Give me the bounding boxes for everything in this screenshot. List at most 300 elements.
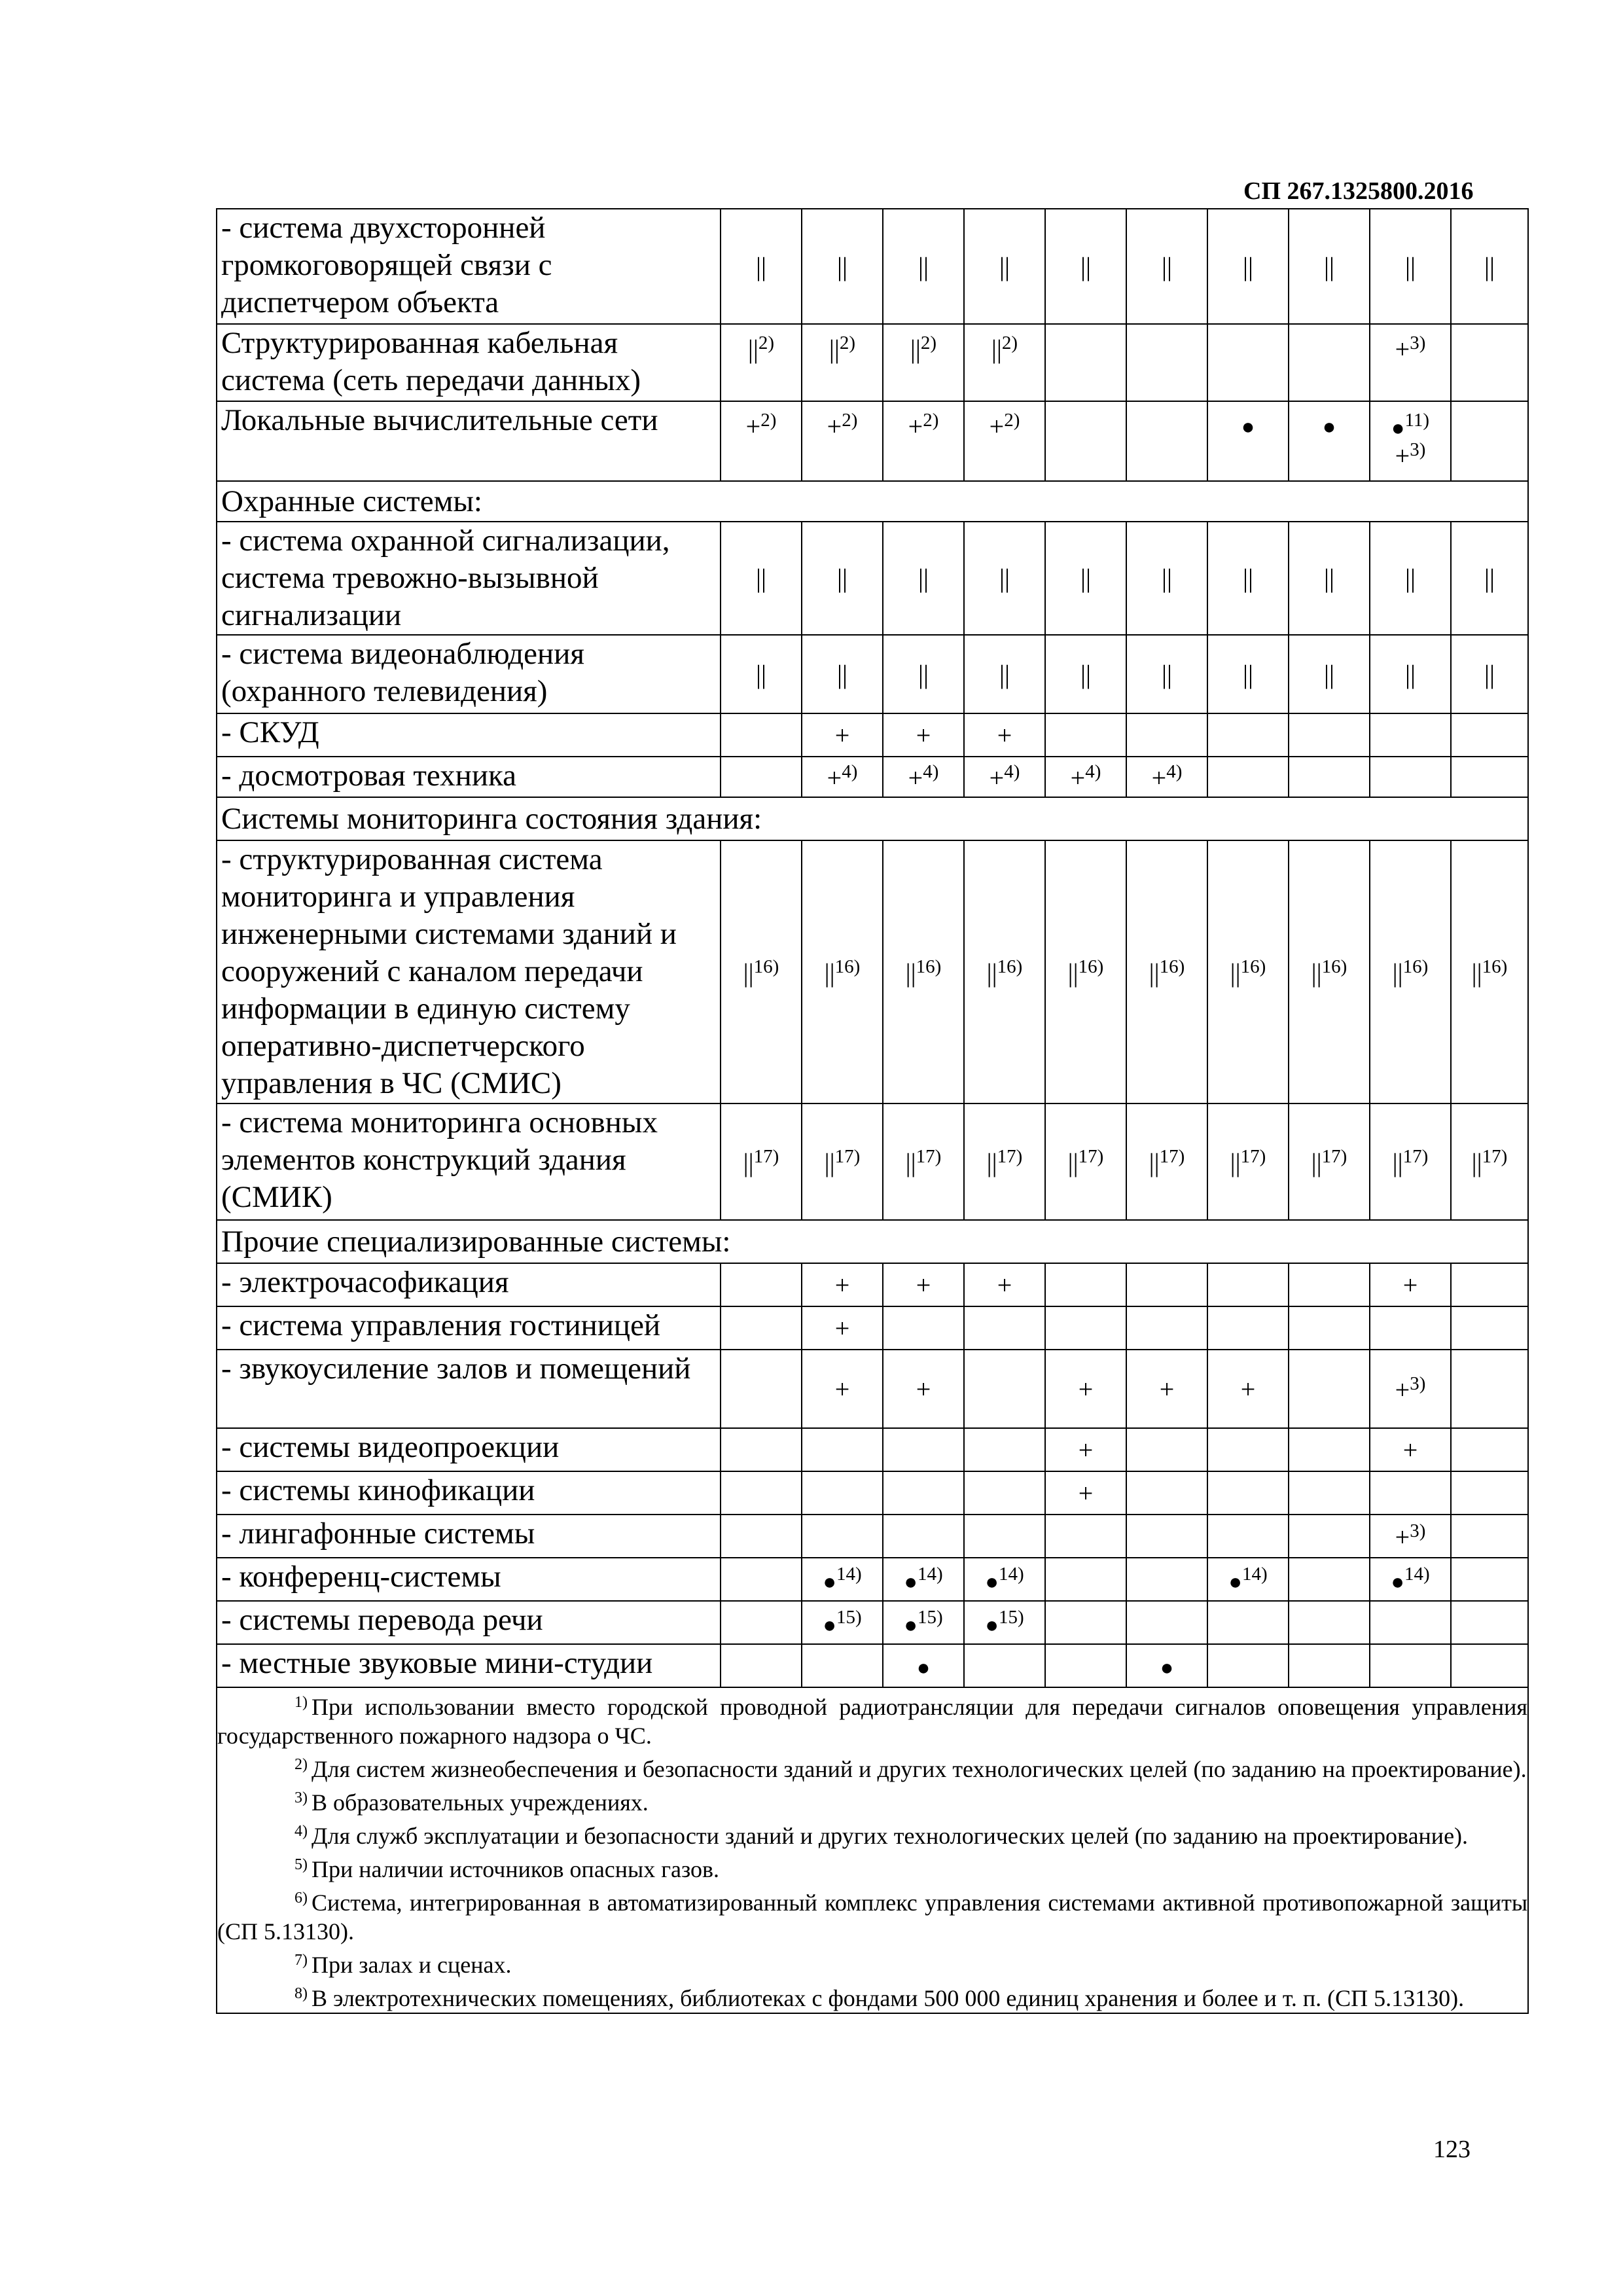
footnote [217,1850,1527,1884]
document-code-header: СП 267.1325800.2016 [1243,177,1474,205]
marker-cell [964,1644,1045,1687]
double-bar-marker: || [1242,659,1253,689]
marker-cell [721,1515,802,1558]
marker-cell [883,757,964,797]
marker-cell [1370,1103,1451,1220]
marker-cell [1289,1428,1370,1471]
marker-cell [1289,324,1370,401]
double-bar-marker: || [991,334,1002,364]
table-row [217,1601,1528,1644]
marker-cell [1451,1515,1528,1558]
marker-cell [1289,1471,1370,1515]
footnote-mark: 8) [294,1985,308,2002]
marker-cell [721,1263,802,1306]
footnote [217,1946,1527,1979]
marker-cell [1207,1515,1289,1558]
table-section-row [217,481,1528,522]
footnote-reference: 2) [842,410,858,431]
marker-cell [721,1558,802,1601]
table-row [217,1306,1528,1350]
footnote [217,1979,1527,2013]
marker-cell [964,1601,1045,1644]
footnotes-row [217,1687,1528,2013]
footnote-reference: 14) [917,1563,943,1585]
double-bar-marker: || [1392,958,1403,988]
system-name-cell: - досмотровая техника [217,757,721,797]
marker-cell [1126,324,1207,401]
plus-marker: + [834,1313,850,1343]
marker-cell [1370,1471,1451,1515]
marker-cell [802,522,883,635]
marker-cell [1289,1601,1370,1644]
bullet-marker: ● [1391,416,1405,440]
double-bar-marker: || [1230,1147,1241,1177]
bullet-marker: ● [985,1570,999,1594]
marker-cell [1451,1601,1528,1644]
section-heading: Прочие специализированные системы: [217,1220,1528,1263]
marker-cell [1045,1515,1126,1558]
footnote-reference: 2) [923,410,939,431]
marker-cell [1207,1306,1289,1350]
table-row [217,1350,1528,1428]
marker-cell [1126,522,1207,635]
marker-cell [1045,522,1126,635]
marker-cell [721,1350,802,1428]
footnote-reference: 3) [1410,439,1426,460]
plus-marker: + [1395,441,1410,471]
footnote-reference: 2) [1004,410,1020,431]
plus-marker: + [916,1374,931,1404]
footnote-mark: 4) [294,1823,308,1840]
double-bar-marker: || [1311,958,1322,988]
footnote-reference: 16) [1240,956,1266,977]
footnote-reference: 14) [836,1563,862,1585]
marker-cell [1370,713,1451,757]
marker-cell [1207,209,1289,324]
marker-cell [1451,1471,1528,1515]
footnote-mark: 6) [294,1890,308,1907]
marker-cell [1451,1263,1528,1306]
double-bar-marker: || [1484,659,1495,689]
marker-cell [1451,1428,1528,1471]
footnote [217,1784,1527,1817]
plus-marker: + [1070,762,1086,793]
marker-cell [964,635,1045,713]
double-bar-marker: || [755,659,766,689]
footnote-reference: 14) [998,1563,1024,1585]
double-bar-marker: || [1471,1147,1482,1177]
footnote-reference: 16) [753,956,779,977]
marker-cell [1126,209,1207,324]
marker-cell [1207,1601,1289,1644]
marker-cell [1126,1263,1207,1306]
marker-cell [1126,1350,1207,1428]
plus-marker: + [1395,1522,1410,1552]
footnote-mark: 7) [294,1952,308,1969]
footnote-reference: 16) [1402,956,1429,977]
marker-cell [1370,401,1451,481]
marker-cell [802,757,883,797]
marker-cell [1207,1558,1289,1601]
footnote-reference: 17) [1240,1145,1266,1167]
marker-cell [1207,713,1289,757]
footnote-reference: 17) [1402,1145,1429,1167]
marker-cell [1126,1103,1207,1220]
marker-cell [1289,1558,1370,1601]
marker-cell [883,522,964,635]
double-bar-marker: || [824,1147,835,1177]
marker-cell [883,1428,964,1471]
bullet-marker: ● [1241,415,1255,439]
double-bar-marker: || [743,1147,754,1177]
marker-cell [802,1558,883,1601]
marker-cell [1451,401,1528,481]
marker-cell [1451,209,1528,324]
plus-marker: + [1395,334,1410,364]
double-bar-marker: || [918,659,929,689]
double-bar-marker: || [1161,564,1172,593]
double-bar-marker: || [1149,958,1160,988]
marker-cell [1126,635,1207,713]
marker-cell [1370,209,1451,324]
double-bar-marker: || [836,564,847,593]
marker-cell [1370,1428,1451,1471]
plus-marker: + [834,1270,850,1300]
footnote-reference: 16) [1482,956,1508,977]
double-bar-marker: || [1323,564,1334,593]
footnote-reference: 14) [1404,1563,1430,1585]
double-bar-marker: || [918,564,929,593]
footnote-reference: 3) [1410,1372,1426,1394]
marker-cell [1289,522,1370,635]
marker-cell [1207,1471,1289,1515]
footnote-text: При использовании вместо городской проводной радиотрансляции для передачи сигналов оповещения управления государственного пожарного надзора о ЧС. [217,1694,1527,1749]
marker-cell [802,1471,883,1515]
double-bar-marker: || [755,564,766,593]
table-row [217,1558,1528,1601]
table-row [217,757,1528,797]
plus-marker: + [1078,1478,1094,1508]
double-bar-marker: || [999,564,1010,593]
footnote [217,1817,1527,1850]
marker-cell [1126,1558,1207,1601]
marker-cell [1370,1644,1451,1687]
system-name-cell: - звукоусиление залов и помещений [217,1350,721,1428]
marker-cell [802,401,883,481]
marker-cell [883,1515,964,1558]
double-bar-marker: || [1067,1147,1079,1177]
plus-marker: + [827,412,842,441]
marker-cell [1126,1601,1207,1644]
marker-cell [883,324,964,401]
plus-marker: + [908,762,923,793]
double-bar-marker: || [1392,1147,1403,1177]
marker-cell [1045,1103,1126,1220]
marker-cell [1045,1644,1126,1687]
marker-cell [1207,757,1289,797]
double-bar-marker: || [1404,564,1416,593]
marker-cell [802,840,883,1103]
marker-cell [883,1263,964,1306]
table-section-row [217,1220,1528,1263]
marker-cell [1207,1263,1289,1306]
double-bar-marker: || [999,251,1010,281]
double-bar-marker: || [999,659,1010,689]
marker-cell [1370,522,1451,635]
marker-cell [883,1601,964,1644]
double-bar-marker: || [836,659,847,689]
marker-cell [1045,635,1126,713]
marker-cell [883,1644,964,1687]
double-bar-marker: || [1149,1147,1160,1177]
footnote-reference: 2) [758,332,775,353]
marker-cell [802,1515,883,1558]
marker-cell [1207,522,1289,635]
marker-cell [721,1306,802,1350]
marker-cell [1045,1428,1126,1471]
footnote-reference: 17) [1482,1145,1508,1167]
marker-cell [1289,1515,1370,1558]
marker-cell [1126,401,1207,481]
system-name-cell: - электрочасофикация [217,1263,721,1306]
marker-cell [964,1558,1045,1601]
double-bar-marker: || [1323,251,1334,281]
marker-cell [1045,840,1126,1103]
marker-cell [964,401,1045,481]
marker-cell [1451,324,1528,401]
double-bar-marker: || [986,958,997,988]
double-bar-marker: || [1161,251,1172,281]
marker-cell [964,324,1045,401]
marker-cell [802,209,883,324]
marker-cell [1207,635,1289,713]
double-bar-marker: || [986,1147,997,1177]
footnote-text: В электротехнических помещениях, библиотеках с фондами 500 000 единиц хранения и более и т. п. (СП 5.13130). [312,1985,1465,2011]
double-bar-marker: || [743,958,754,988]
marker-cell [964,209,1045,324]
footnote-reference: 17) [753,1145,779,1167]
table-row [217,1515,1528,1558]
double-bar-marker: || [1311,1147,1322,1177]
marker-cell [1126,1644,1207,1687]
footnote-reference: 16) [834,956,861,977]
footnote-mark: 5) [294,1856,308,1873]
plus-marker: + [908,412,923,441]
marker-cell [964,1306,1045,1350]
marker-cell [802,324,883,401]
plus-marker: + [997,1270,1012,1300]
marker-cell [1045,401,1126,481]
marker-cell [1289,1263,1370,1306]
double-bar-marker: || [1471,958,1482,988]
marker-cell [1207,1103,1289,1220]
footnote-reference: 15) [917,1606,943,1628]
page-number: 123 [1433,2136,1471,2163]
table-row [217,1263,1528,1306]
system-name-cell: Локальные вычислительные сети [217,401,721,481]
marker-cell [802,713,883,757]
marker-cell [721,840,802,1103]
marker-cell [802,1263,883,1306]
footnote-mark: 1) [294,1694,308,1711]
table-row [217,522,1528,635]
double-bar-marker: || [1484,564,1495,593]
marker-cell [721,401,802,481]
marker-cell [721,1471,802,1515]
systems-table [216,208,1529,2014]
marker-cell [883,1306,964,1350]
footnote-reference: 16) [916,956,942,977]
footnote-reference: 17) [1321,1145,1347,1167]
plus-marker: + [989,762,1005,793]
plus-marker: + [1395,1374,1410,1405]
marker-cell [883,209,964,324]
marker-cell [1289,635,1370,713]
marker-cell [1207,324,1289,401]
marker-cell [1045,1471,1126,1515]
marker-cell [1451,1103,1528,1220]
double-bar-marker: || [824,958,835,988]
marker-cell [964,713,1045,757]
footnote-reference: 14) [1241,1563,1268,1585]
footnotes-cell [217,1687,1528,2013]
marker-cell [964,840,1045,1103]
double-bar-marker: || [1404,659,1416,689]
footnote-reference: 15) [998,1606,1024,1628]
bullet-marker: ● [985,1613,999,1638]
marker-cell [964,1350,1045,1428]
system-name-cell: - структурированная система мониторинга и управления инженерными системами зданий и сооружений с каналом передачи информации в единую систему оперативно-диспетчерского управления в ЧС (СМИС) [217,840,721,1103]
marker-cell [1451,635,1528,713]
double-bar-marker: || [1161,659,1172,689]
marker-cell [1370,1263,1451,1306]
plus-marker: + [916,720,931,750]
marker-cell [883,1103,964,1220]
marker-cell [802,635,883,713]
table-row [217,401,1528,481]
system-name-cell: - системы перевода речи [217,1601,721,1644]
footnote [217,1750,1527,1784]
footnote [217,1884,1527,1946]
marker-cell [964,1471,1045,1515]
marker-cell [1207,1644,1289,1687]
footnote-reference: 16) [1159,956,1185,977]
footnote-reference: 16) [997,956,1023,977]
footnote-reference: 2) [920,332,937,353]
double-bar-marker: || [755,251,766,281]
marker-cell [964,1428,1045,1471]
double-bar-marker: || [1242,251,1253,281]
double-bar-marker: || [829,334,840,364]
marker-cell [1207,1428,1289,1471]
marker-cell [802,1103,883,1220]
bullet-marker: ● [1160,1655,1174,1680]
marker-cell [1126,1471,1207,1515]
marker-cell [1289,840,1370,1103]
bullet-marker: ● [916,1655,931,1680]
bullet-marker: ● [1228,1570,1242,1594]
marker-cell [1126,840,1207,1103]
system-name-cell: - система двухсторонней громкоговорящей связи с диспетчером объекта [217,209,721,324]
plus-marker: + [989,412,1005,441]
marker-cell [1289,401,1370,481]
footnote-mark: 3) [294,1789,308,1806]
marker-cell [1451,1558,1528,1601]
footnote-reference: 15) [836,1606,862,1628]
bullet-marker: ● [904,1613,918,1638]
marker-cell [1126,1515,1207,1558]
marker-cell [1451,840,1528,1103]
marker-cell [721,713,802,757]
table-row [217,1471,1528,1515]
system-name-cell: - СКУД [217,713,721,757]
footnote-reference: 3) [1410,1520,1426,1541]
marker-cell [1370,1350,1451,1428]
footnote-reference: 4) [842,761,858,782]
marker-cell [1207,840,1289,1103]
marker-cell [1370,1306,1451,1350]
marker-cell [964,1263,1045,1306]
double-bar-marker: || [1080,564,1091,593]
footnote-reference: 17) [834,1145,861,1167]
marker-cell [883,1350,964,1428]
system-name-cell: Структурированная кабельная система (сеть передачи данных) [217,324,721,401]
marker-cell [1045,209,1126,324]
marker-cell [964,757,1045,797]
footnote-text: Система, интегрированная в автоматизированный комплекс управления системами активной противопожарной защиты (СП 5.13130). [217,1890,1527,1945]
marker-cell [964,1515,1045,1558]
double-bar-marker: || [905,958,916,988]
plus-marker: + [1078,1435,1094,1465]
marker-cell [1126,757,1207,797]
marker-cell [1289,209,1370,324]
footnote-reference: 17) [1159,1145,1185,1167]
system-name-cell: - местные звуковые мини-студии [217,1644,721,1687]
section-heading: Охранные системы: [217,481,1528,522]
marker-cell [721,1644,802,1687]
marker-cell [721,1103,802,1220]
marker-cell [1289,1644,1370,1687]
footnote-mark: 2) [294,1756,308,1773]
double-bar-marker: || [905,1147,916,1177]
marker-cell [1045,757,1126,797]
marker-cell [802,1428,883,1471]
marker-cell [1370,635,1451,713]
marker-cell [1370,1515,1451,1558]
table-row [217,324,1528,401]
marker-cell [1370,757,1451,797]
double-bar-marker: || [910,334,921,364]
marker-cell [1289,1103,1370,1220]
system-name-cell: - система охранной сигнализации, система тревожно-вызывной сигнализации [217,522,721,635]
footnote-reference: 4) [923,761,939,782]
marker-cell [1370,324,1451,401]
marker-cell [1289,1350,1370,1428]
footnote [217,1688,1527,1750]
marker-cell [883,635,964,713]
table-section-row [217,797,1528,840]
section-heading: Системы мониторинга состояния здания: [217,797,1528,840]
marker-cell [802,1350,883,1428]
plus-marker: + [834,1374,850,1404]
marker-cell [883,840,964,1103]
footnote-reference: 2) [760,410,777,431]
footnote-text: При залах и сценах. [312,1952,512,1978]
marker-cell [1045,1350,1126,1428]
plus-marker: + [745,412,761,441]
bullet-marker: ● [823,1613,836,1638]
marker-cell [883,713,964,757]
